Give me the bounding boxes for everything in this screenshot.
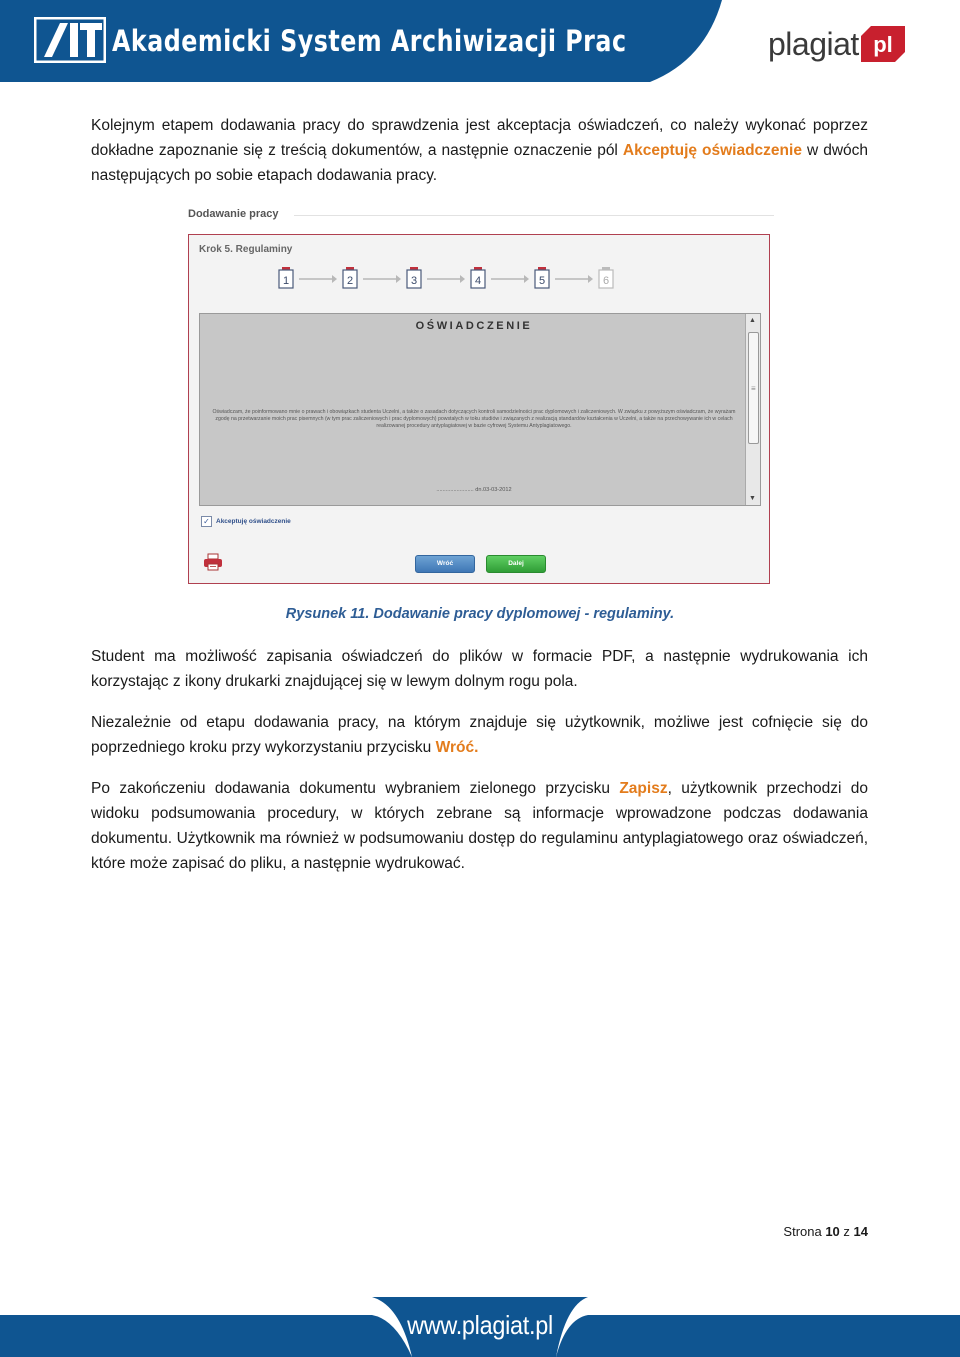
brand-pl-badge [861, 26, 905, 62]
step-panel [188, 234, 770, 584]
paragraph-save [91, 776, 868, 876]
step-arrow-head [460, 275, 465, 283]
page-total: 14 [853, 1224, 868, 1239]
step-number: 4 [474, 275, 482, 287]
step-progress [189, 265, 771, 295]
scroll-down-icon[interactable]: ▼ [749, 495, 756, 502]
step-number: 5 [538, 275, 546, 287]
save-text: Po zakończeniu dodawania dokumentu wybraniem zielonego przycisku [91, 780, 610, 797]
footer-url[interactable]: www.plagiat.pl [407, 1310, 553, 1340]
accept-declaration-row[interactable] [201, 515, 291, 527]
page-sep: z [839, 1224, 854, 1239]
step-title: Krok 5. Regulaminy [199, 244, 293, 255]
figure-window-title: Dodawanie pracy [188, 208, 279, 220]
declaration-date: ........................ dn.03-03-2012 [436, 487, 512, 493]
asap-logo [34, 17, 106, 63]
grip-icon: ≡ [751, 384, 756, 393]
accept-checkbox[interactable]: ✓ [201, 516, 212, 527]
figure-caption: Rysunek 11. Dodawanie pracy dyplomowej - regulaminy. [285, 606, 675, 622]
declaration-text: Oświadczam, że poinformowano mnie o prawach i obowiązkach studenta Uczelni, a także o zasadach dotyczących kontroli samodzielności prac dyplomowych i zaliczeniowych. W związku z powyższym oświadczam, że wyrażam zgodę na przetwarzanie moich prac pisemnych (w tym prac zaliczeniowych i prac dyplomowych) powstałych w toku studiów i związanych z realizacją standardów kształcenia w Uczelni, a także na przechowywanie ich w celach realizowanej procedury antyplagiatowej w bazie cyfrowej Systemu Antyplagiatowego. [212, 409, 736, 429]
declaration-box[interactable] [199, 313, 761, 506]
step-arrow-head [332, 275, 337, 283]
highlight-save: Zapisz [619, 780, 668, 797]
step-arrow-head [524, 275, 529, 283]
step-4-icon [471, 267, 485, 288]
highlight-accept: Akceptuję oświadczenie [622, 142, 802, 159]
scroll-up-icon[interactable]: ▲ [749, 317, 756, 324]
step-2-icon [343, 267, 357, 288]
accept-label: Akceptuję oświadczenie [216, 517, 291, 525]
paragraph-back [91, 710, 868, 760]
intro-text: Kolejnym etapem dodawania pracy do sprawdzenia jest akceptacja oświadczeń, co należy wykonać poprzez dokładne zapoznanie się z treścią dokumentów, a następnie oznaczenie pól [91, 117, 868, 159]
figure-screenshot [182, 200, 778, 586]
step-5-icon [535, 267, 549, 288]
step-6-icon [599, 267, 613, 288]
back-button[interactable]: Wróć [415, 555, 475, 573]
page-prefix: Strona [783, 1224, 826, 1239]
brand-pl-text: pl [873, 32, 893, 57]
paragraph-pdf: Student ma możliwość zapisania oświadczeń do plików w formacie PDF, a następnie wydrukowania ich korzystając z ikony drukarki znajdującej się w lewym dolnym rogu pola. [91, 648, 868, 690]
back-text: Niezależnie od etapu dodawania pracy, na którym znajduje się użytkownik, możliwe jest cofnięcie się do poprzedniego kroku przy wykorzystaniu przycisku [91, 714, 868, 756]
declaration-scrollbar[interactable] [745, 314, 760, 505]
figure-title-rule [294, 215, 774, 216]
plagiat-brand-logo [768, 26, 905, 64]
step-number: 6 [602, 275, 610, 287]
step-arrow-head [588, 275, 593, 283]
paragraph-intro [91, 113, 868, 188]
printer-icon[interactable] [203, 553, 223, 571]
step-number: 3 [410, 275, 418, 287]
save-text-end: , użytkownik przechodzi do widoku podsumowania procedury, w których zebrane są informacje wprowadzone podczas dodawania dokumentu. Użytkownik ma również w podsumowaniu dostęp do regulaminu antyplagiatowego oraz oświadczeń, które może zapisać do pliku, a następnie wydrukować. [91, 780, 869, 872]
scroll-thumb[interactable] [748, 332, 759, 444]
intro-text-end: w dwóch następujących po sobie etapach dodawania pracy. [91, 142, 869, 184]
brand-text: plagiat [768, 26, 859, 62]
step-3-icon [407, 267, 421, 288]
step-number: 1 [282, 275, 290, 287]
step-number: 2 [346, 275, 354, 287]
next-button[interactable]: Dalej [486, 555, 546, 573]
step-1-icon [279, 267, 293, 288]
highlight-back: Wróć. [435, 739, 479, 756]
declaration-heading: OŚWIADCZENIE [415, 320, 533, 332]
step-arrow-head [396, 275, 401, 283]
header-title: Akademicki System Archiwizacji Prac [112, 24, 627, 58]
page-number [740, 1224, 868, 1239]
page-current: 10 [825, 1224, 840, 1239]
